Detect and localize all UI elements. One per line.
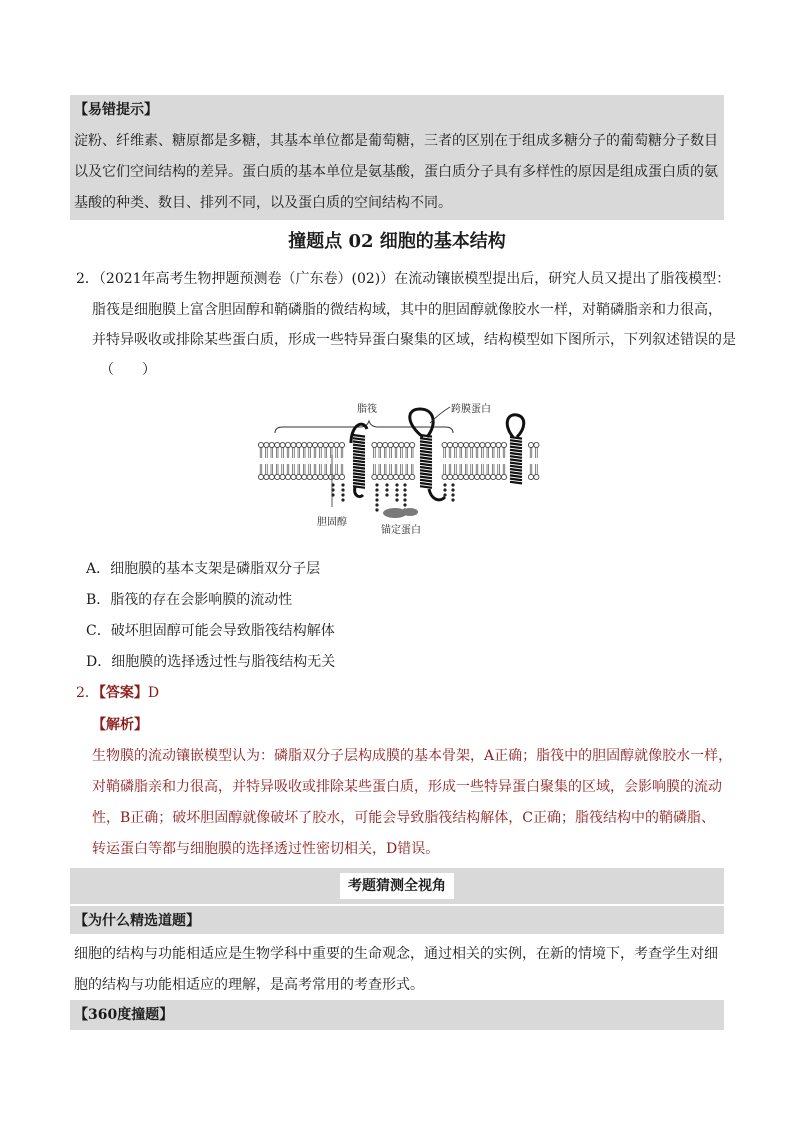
error-tip-line: 淀粉、纤维素、糖原都是多糖，其基本单位都是葡萄糖，三者的区别在于组成多糖分子的葡萄糖分子数目 bbox=[74, 133, 718, 149]
analysis-line: 生物膜的流动镶嵌模型认为：磷脂双分子层构成膜的基本骨架，A正确；脂筏中的胆固醇就像胶水一样， bbox=[92, 748, 733, 764]
error-tip-title: 【易错提示】 bbox=[74, 102, 158, 118]
option-b: B．脂筏的存在会影响膜的流动性 bbox=[86, 592, 293, 608]
phospholipid-bilayer bbox=[258, 442, 539, 479]
error-tip-line: 以及它们空间结构的差异。蛋白质的基本单位是氨基酸，蛋白质分子具有多样性的原因是组成蛋白质的氨 bbox=[74, 164, 718, 180]
analysis-line: 性，B正确；破坏胆固醇就像破坏了胶水，可能会导致脂筏结构解体，C正确；脂筏结构中的鞘磷脂、 bbox=[92, 810, 715, 826]
degree-title: 【360度撞题】 bbox=[74, 1007, 174, 1023]
why-selected-title: 【为什么精选道题】 bbox=[74, 913, 200, 929]
analysis-line: 对鞘磷脂亲和力很高，并特异吸收或排除某些蛋白质，形成一些特异蛋白聚集的区域，会影响膜的流动 bbox=[92, 779, 722, 795]
answer-line bbox=[76, 684, 159, 702]
option-c: C．破坏胆固醇可能会导致脂筏结构解体 bbox=[86, 623, 335, 639]
error-tip-line: 基酸的种类、数目、排列不同，以及蛋白质的空间结构不同。 bbox=[74, 195, 452, 211]
guess-section-title: 考题猜测全视角 bbox=[340, 873, 454, 899]
anchor-protein-shape bbox=[402, 508, 418, 516]
cholesterol-label: 胆固醇 bbox=[317, 517, 347, 528]
answer-label: 【答案】 bbox=[98, 685, 148, 701]
question-line: 并特异吸收或排除某些蛋白质，形成一些特异蛋白聚集的区域，结构模型如下图所示，下列叙述错误的是 bbox=[92, 332, 736, 348]
answer-value: D bbox=[147, 685, 160, 701]
question-answer-blank: （ ） bbox=[100, 362, 156, 378]
section-title: 撞题点 02 细胞的基本结构 bbox=[288, 231, 506, 252]
question-line: 2．（2021年高考生物押题预测卷（广东卷）(02)）在流动镶嵌模型提出后，研究人员又提出了脂筏模型： bbox=[76, 271, 731, 287]
analysis-title: 【解析】 bbox=[92, 717, 148, 733]
answer-number: 2． bbox=[76, 685, 99, 701]
anchor-protein-label: 锚定蛋白 bbox=[381, 525, 421, 536]
lipid-raft-bracket bbox=[275, 421, 453, 433]
transmembrane-protein-label: 跨膜蛋白 bbox=[451, 404, 491, 415]
option-a: A．细胞膜的基本支架是磷脂双分子层 bbox=[86, 561, 321, 577]
cholesterol-chains bbox=[331, 483, 454, 511]
analysis-line: 转运蛋白等都与细胞膜的选择透过性密切相关，D错误。 bbox=[92, 841, 440, 857]
why-selected-line: 胞的结构与功能相适应的理解，是高考常用的考查形式。 bbox=[74, 977, 424, 993]
lipid-raft-membrane-figure bbox=[255, 395, 545, 540]
why-selected-line: 细胞的结构与功能相适应是生物学科中重要的生命观念，通过相关的实例，在新的情境下，考查学生对细 bbox=[74, 946, 718, 962]
option-d: D．细胞膜的选择透过性与脂筏结构无关 bbox=[86, 654, 336, 670]
question-line: 脂筏是细胞膜上富含胆固醇和鞘磷脂的微结构域，其中的胆固醇就像胶水一样，对鞘磷脂亲和力很高， bbox=[92, 302, 722, 318]
lipid-raft-label: 脂筏 bbox=[357, 404, 377, 415]
